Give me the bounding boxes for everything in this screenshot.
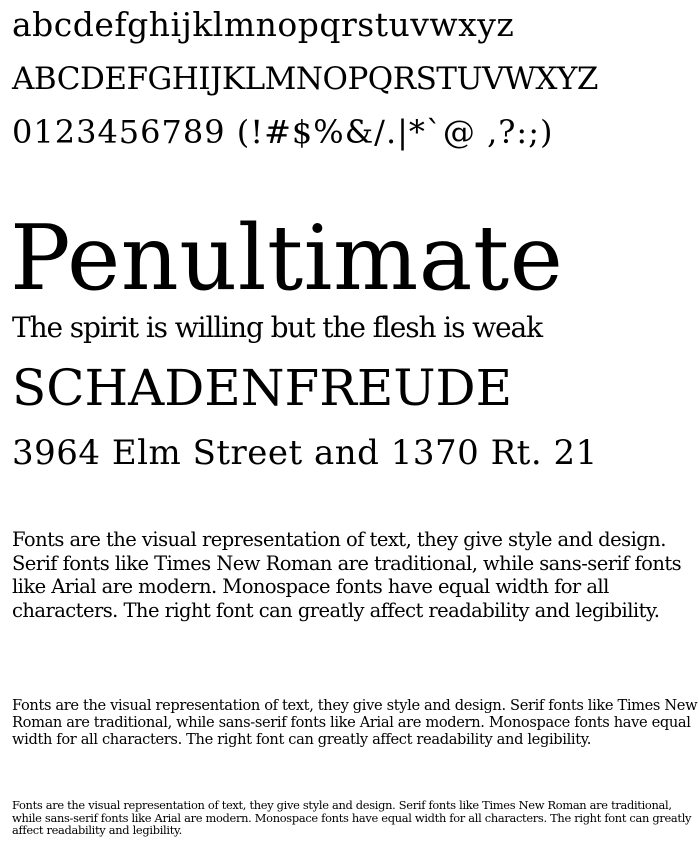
sample-word: Penultimate — [10, 206, 564, 311]
paragraph-large: Fonts are the visual representation of text, they give style and design. Serif fonts like Times New Roman are traditional, while sans-serif fonts like Arial are modern. Monospace fonts have equal width for all characters. The right font can greatly affect readability and legibility. — [12, 528, 682, 622]
digits-and-symbols: 0123456789 (!#$%&/.|*`@ ,?:;) — [12, 113, 554, 151]
sample-caps-word: SCHADENFREUDE — [12, 359, 513, 417]
sample-address: 3964 Elm Street and 1370 Rt. 21 — [12, 433, 598, 473]
lowercase-alphabet: abcdefghijklmnopqrstuvwxyz — [12, 5, 515, 44]
sample-sentence: The spirit is willing but the flesh is weak — [12, 311, 542, 344]
uppercase-alphabet: ABCDEFGHIJKLMNOPQRSTUVWXYZ — [12, 61, 598, 97]
paragraph-small: Fonts are the visual representation of text, they give style and design. Serif fonts like Times New Roman are traditional, while sans-serif fonts like Arial are modern. Monospace fonts have equal width for all characters. The right font can greatly affect readability and legibility. — [12, 798, 692, 837]
paragraph-medium: Fonts are the visual representation of text, they give style and design. Serif fonts like Times New Roman are traditional, while sans-serif fonts like Arial are modern. Monospace fonts have equal width for all characters. The right font can greatly affect readability and legibility. — [12, 697, 698, 748]
